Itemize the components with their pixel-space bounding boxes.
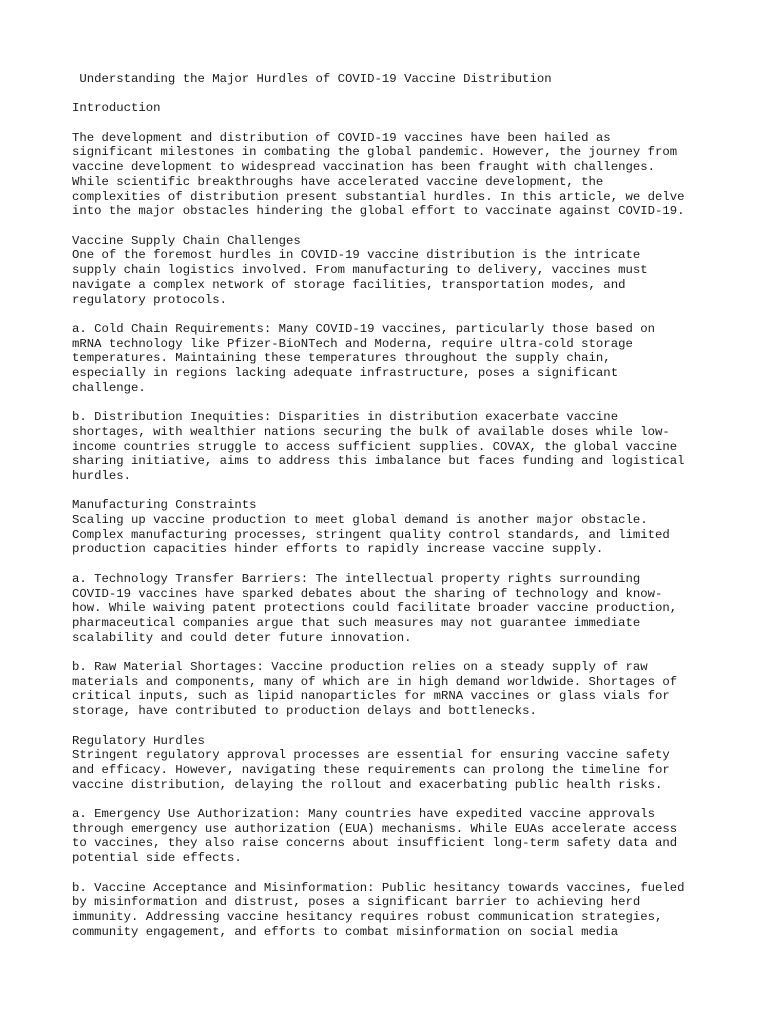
text-line: While scientific breakthroughs have accelerated vaccine development, the <box>72 174 604 189</box>
text-line: vaccine development to widespread vaccination has been fraught with challenges. <box>72 160 655 175</box>
text-line: b. Vaccine Acceptance and Misinformation: Public hesitancy towards vaccines, fueled <box>72 880 685 895</box>
text-line: pharmaceutical companies argue that such measures may not guarantee immediate <box>72 615 641 630</box>
paragraph <box>72 410 768 484</box>
paragraph <box>72 734 768 793</box>
document-title: Understanding the Major Hurdles of COVID-19 Vaccine Distribution <box>72 72 552 86</box>
paragraph <box>72 881 768 940</box>
text-line: vaccine distribution, delaying the rollout and exacerbating public health risks. <box>72 777 663 792</box>
paragraph <box>72 498 768 557</box>
text-line: a. Cold Chain Requirements: Many COVID-19 vaccines, particularly those based on <box>72 321 655 336</box>
text-line: b. Distribution Inequities: Disparities in distribution exacerbate vaccine <box>72 410 619 425</box>
text-line: materials and components, many of which are in high demand worldwide. Shortages of <box>72 674 678 689</box>
paragraph <box>72 660 768 719</box>
text-line: scalability and could deter future innovation. <box>72 630 412 645</box>
text-line: through emergency use authorization (EUA) mechanisms. While EUAs accelerate access <box>72 821 678 836</box>
text-line: challenge. <box>72 380 146 395</box>
text-line: COVID-19 vaccines have sparked debates about the sharing of technology and know- <box>72 586 663 601</box>
text-line: immunity. Addressing vaccine hesitancy requires robust communication strategies, <box>72 909 663 924</box>
text-line: supply chain logistics involved. From manufacturing to delivery, vaccines must <box>72 263 648 278</box>
text-line: navigate a complex network of storage facilities, transportation modes, and <box>72 277 626 292</box>
text-line: and efficacy. However, navigating these requirements can prolong the timeline for <box>72 762 670 777</box>
text-line: production capacities hinder efforts to rapidly increase vaccine supply. <box>72 542 604 557</box>
paragraph <box>72 101 768 116</box>
text-line: Stringent regulatory approval processes are essential for ensuring vaccine safety <box>72 748 670 763</box>
text-line: Scaling up vaccine production to meet global demand is another major obstacle. <box>72 513 648 527</box>
paragraph <box>72 322 768 396</box>
text-line: especially in regions lacking adequate infrastructure, poses a significant <box>72 366 619 380</box>
text-line: hurdles. <box>72 468 132 483</box>
text-line: community engagement, and efforts to combat misinformation on social media <box>72 924 619 939</box>
text-line: Introduction <box>72 101 161 116</box>
paragraph <box>72 807 768 866</box>
paragraph <box>72 234 768 308</box>
text-line: storage, have contributed to production delays and bottlenecks. <box>72 704 537 719</box>
text-line: to vaccines, they also raise concerns about insufficient long-term safety data and <box>72 836 678 851</box>
text-line: a. Technology Transfer Barriers: The intellectual property rights surrounding <box>72 571 641 586</box>
text-line: how. While waiving patent protections could facilitate broader vaccine production, <box>72 601 678 616</box>
text-line: Complex manufacturing processes, stringent quality control standards, and limited <box>72 527 670 542</box>
text-line: shortages, with wealthier nations securing the bulk of available doses while low- <box>72 424 670 439</box>
text-line: Regulatory Hurdles <box>72 733 205 748</box>
text-line: mRNA technology like Pfizer-BioNTech and Moderna, require ultra-cold storage <box>72 336 633 351</box>
document-body <box>72 101 768 939</box>
text-line: potential side effects. <box>72 851 242 866</box>
text-line: critical inputs, such as lipid nanoparticles for mRNA vaccines or glass vials for <box>72 689 670 704</box>
text-line: complexities of distribution present substantial hurdles. In this article, we delve <box>72 189 685 204</box>
text-line: into the major obstacles hindering the global effort to vaccinate against COVID-19. <box>72 204 685 219</box>
text-line: Vaccine Supply Chain Challenges <box>72 233 301 248</box>
text-line: b. Raw Material Shortages: Vaccine production relies on a steady supply of raw <box>72 660 648 674</box>
text-line: One of the foremost hurdles in COVID-19 vaccine distribution is the intricate <box>72 248 641 263</box>
text-line: The development and distribution of COVID-19 vaccines have been hailed as <box>72 130 611 145</box>
text-line: income countries struggle to access sufficient supplies. COVAX, the global vaccine <box>72 439 678 454</box>
paragraph <box>72 131 768 219</box>
text-line: sharing initiative, aims to address this imbalance but faces funding and logistical <box>72 454 685 469</box>
text-line: temperatures. Maintaining these temperatures throughout the supply chain, <box>72 351 611 366</box>
text-line: a. Emergency Use Authorization: Many countries have expedited vaccine approvals <box>72 807 655 821</box>
text-line: by misinformation and distrust, poses a significant barrier to achieving herd <box>72 895 641 910</box>
text-line: Manufacturing Constraints <box>72 498 257 513</box>
text-line: regulatory protocols. <box>72 292 227 307</box>
paragraph <box>72 572 768 646</box>
text-line: significant milestones in combating the global pandemic. However, the journey from <box>72 145 678 160</box>
